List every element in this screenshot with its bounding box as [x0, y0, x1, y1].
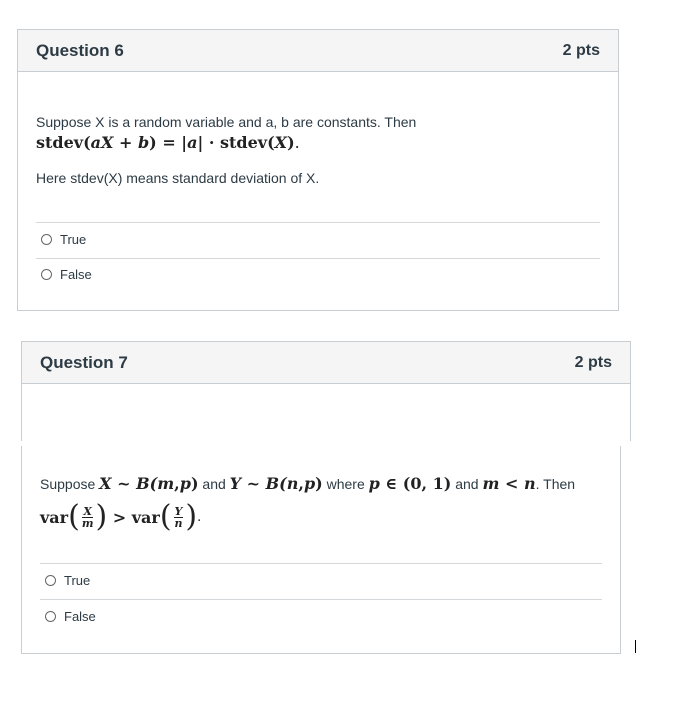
- text-cursor: [635, 640, 636, 653]
- question-7-option-false[interactable]: [45, 609, 96, 624]
- question-6-card: [17, 29, 619, 311]
- radio-button[interactable]: [45, 575, 56, 586]
- option-label: False: [60, 267, 92, 282]
- question-6-divider-2: [36, 258, 600, 259]
- radio-button[interactable]: [45, 611, 56, 622]
- fraction-x-over-m: $\frac{X}{m}$: [81, 504, 94, 530]
- question-6-points: 2 pts: [562, 42, 600, 59]
- question-6-title: Question 6: [36, 41, 124, 60]
- question-6-option-false[interactable]: [41, 267, 92, 282]
- radio-button[interactable]: [41, 234, 52, 245]
- question-7-title: Question 7: [40, 353, 128, 372]
- question-7-points: 2 pts: [574, 354, 612, 371]
- question-7-body: [21, 446, 621, 654]
- question-6-note: Here stdev(X) means standard deviation of X.: [36, 170, 320, 186]
- option-label: True: [60, 232, 87, 247]
- question-7-card: [21, 341, 631, 441]
- option-label: False: [64, 609, 96, 624]
- question-6-header: [18, 30, 618, 72]
- question-7-inequality: var ( $\frac{X}{m}$ ) > var ( $\frac{Y}{n}$ ) .: [40, 499, 202, 534]
- question-7-divider-1: [40, 563, 602, 564]
- option-label: True: [64, 573, 91, 588]
- question-7-header: [22, 342, 630, 384]
- fraction-y-over-n: $\frac{Y}{n}$: [174, 504, 183, 530]
- question-6-statement: Suppose X is a random variable and a, b are constants. Then: [36, 114, 417, 130]
- radio-button[interactable]: [41, 269, 52, 280]
- question-6-formula: stdev(aX + b) = |a| · stdev(X).: [36, 133, 300, 152]
- question-6-option-true[interactable]: [41, 232, 86, 247]
- question-7-option-true[interactable]: [45, 573, 90, 588]
- question-7-divider-2: [40, 599, 602, 600]
- question-7-statement: Suppose X ~ B(m,p) and Y ~ B(n,p) where p ∈ (0, 1) and m < n. Then: [40, 474, 576, 493]
- question-6-divider-1: [36, 222, 600, 223]
